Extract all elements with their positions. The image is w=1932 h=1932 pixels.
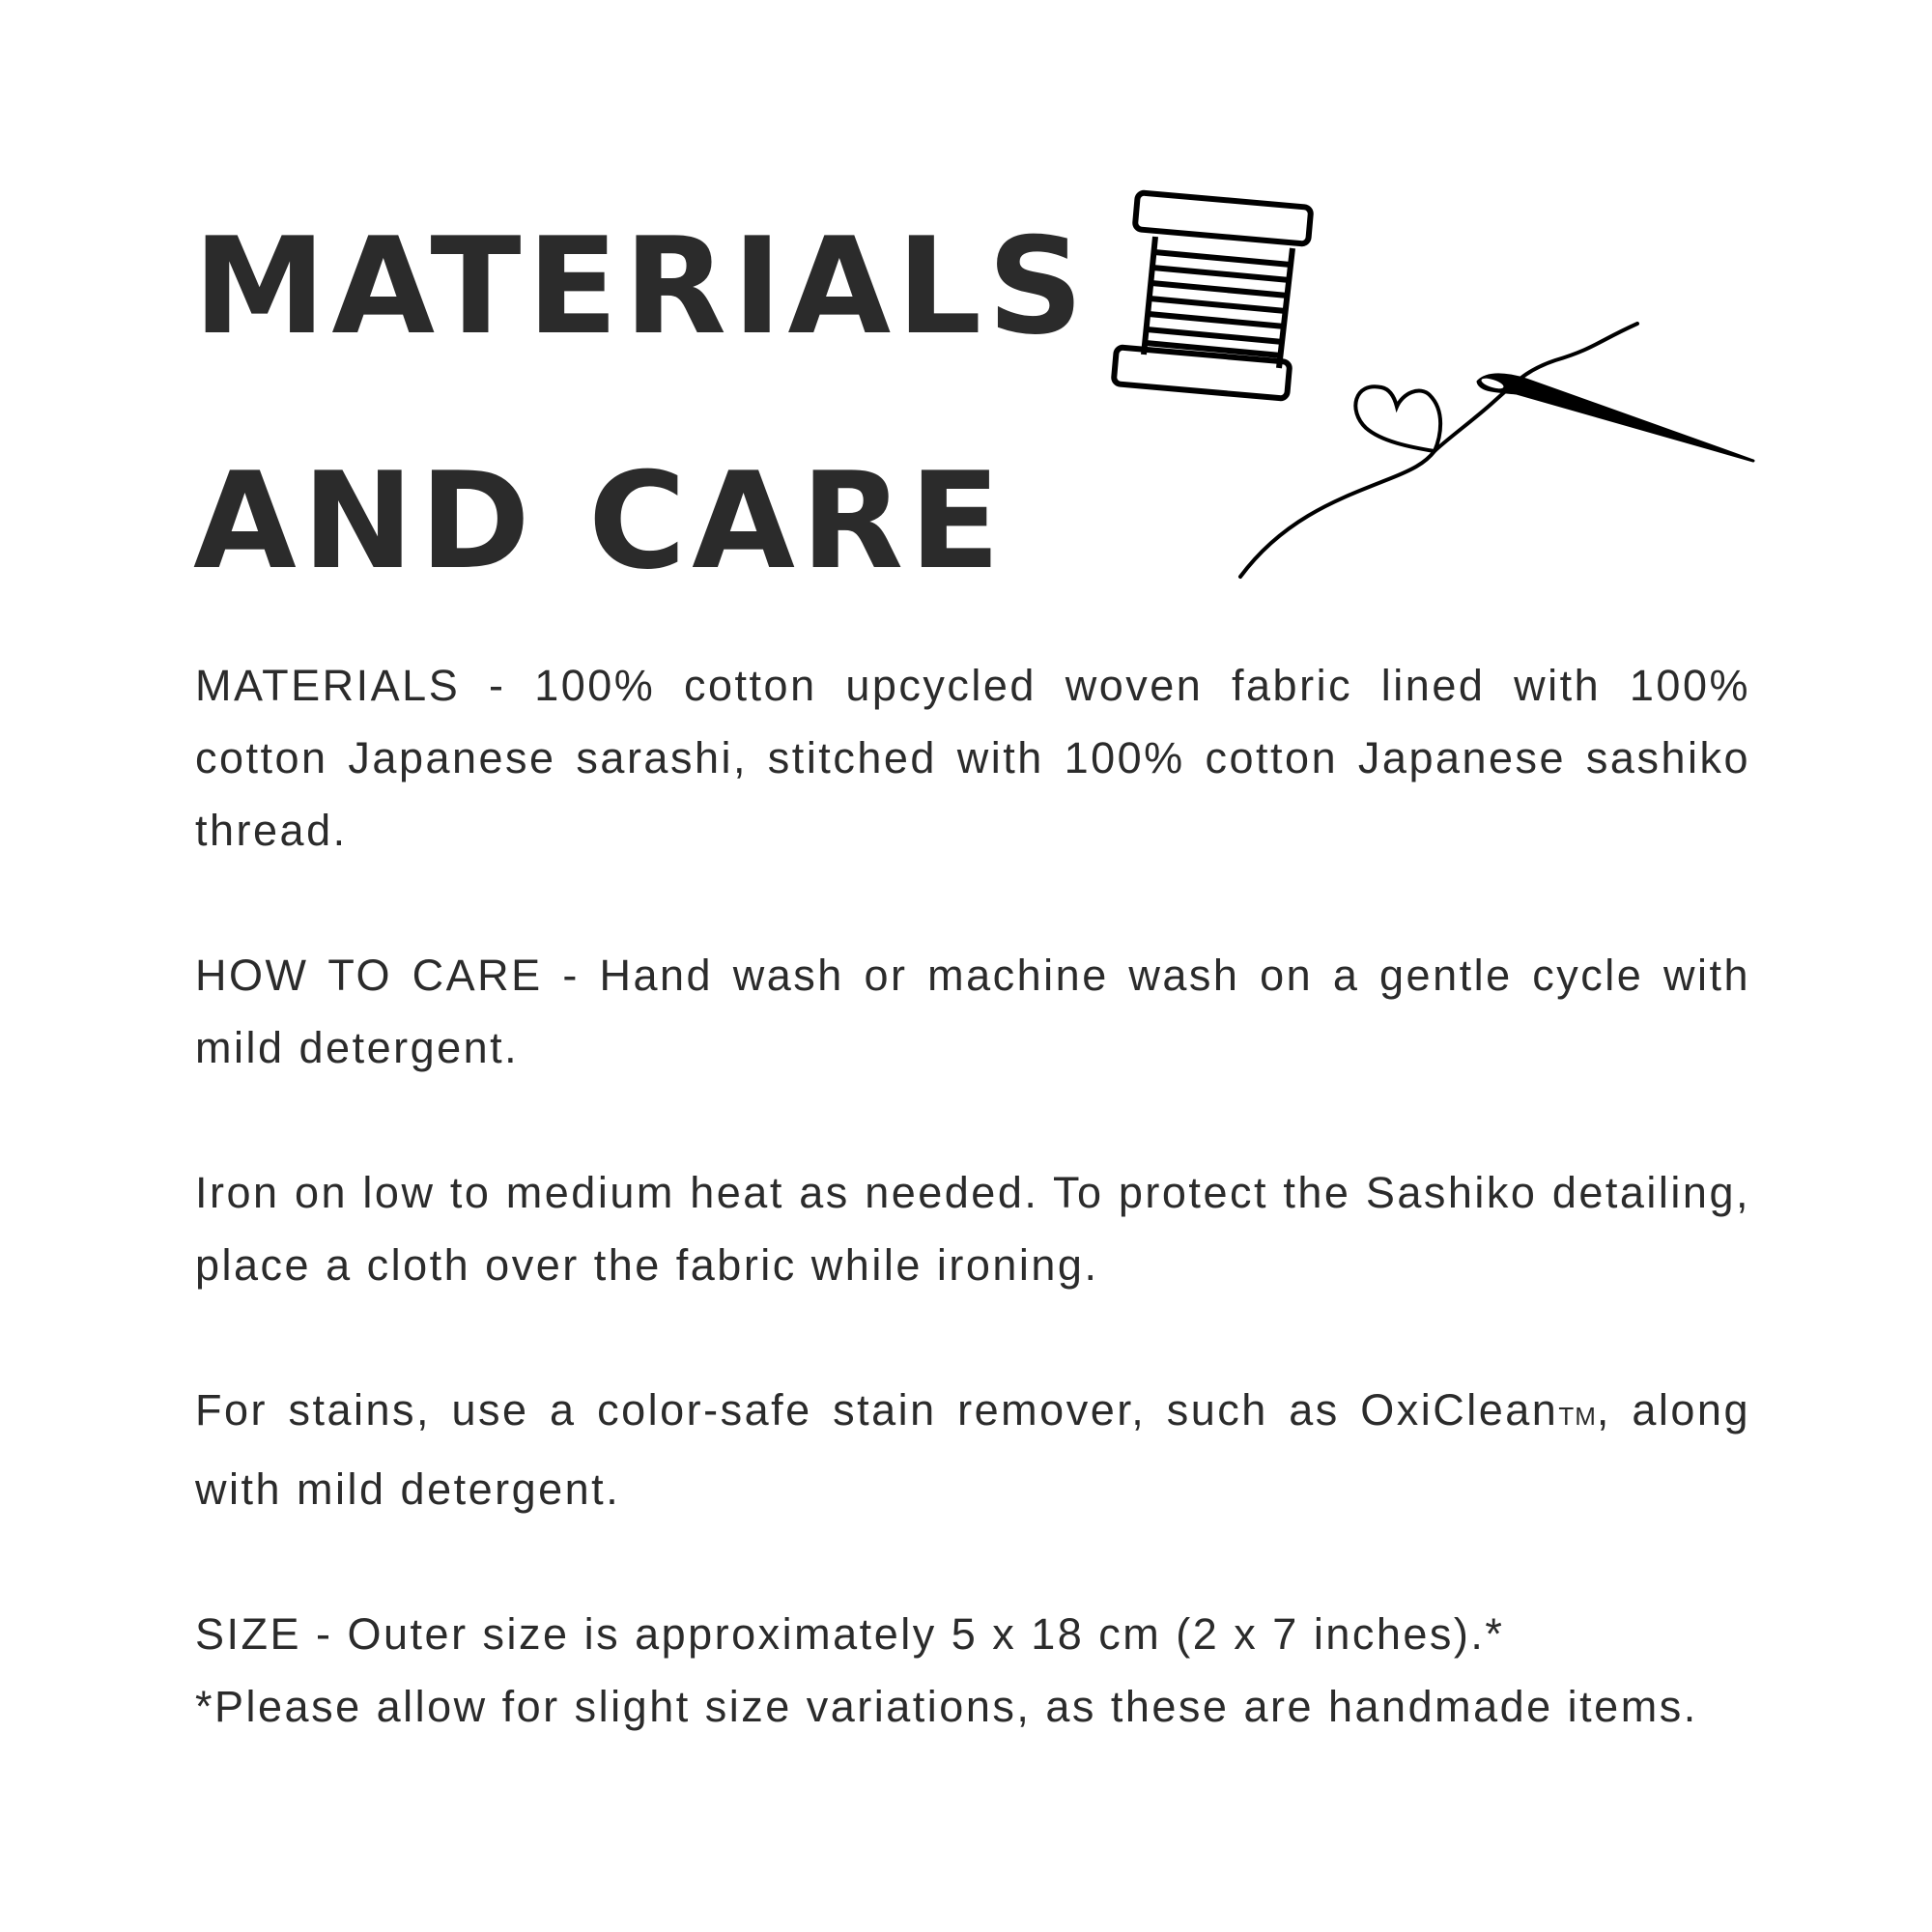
sewing-illustration bbox=[1101, 188, 1758, 594]
stains-text-end: , along with mild detergent. bbox=[195, 1385, 1750, 1514]
needle-icon bbox=[1478, 375, 1753, 461]
materials-paragraph: MATERIALS - 100% cotton upcycled woven fabric lined with 100% cotton Japanese sarashi, stitched with 100% cotton Japanese sashiko thread. bbox=[195, 661, 1750, 855]
title-line-1: MATERIALS bbox=[193, 209, 1090, 364]
trademark-mark: TM bbox=[1558, 1402, 1597, 1431]
size-note: *Please allow for slight size variations, as these are handmade items. bbox=[195, 1682, 1698, 1731]
thread-spool-icon bbox=[1114, 192, 1312, 399]
stains-paragraph bbox=[195, 1374, 1750, 1525]
stains-text: For stains, use a color-safe stain remover, such as OxiClean bbox=[195, 1385, 1559, 1435]
ironing-paragraph: Iron on low to medium heat as needed. To protect the Sashiko detailing, place a cloth over the fabric while ironing. bbox=[195, 1168, 1750, 1290]
page-title bbox=[193, 169, 1090, 639]
care-instructions bbox=[195, 649, 1750, 1743]
heart-thread-icon bbox=[1240, 324, 1637, 577]
size-paragraph: SIZE - Outer size is approximately 5 x 18 cm (2 x 7 inches).* bbox=[195, 1609, 1505, 1659]
care-paragraph: HOW TO CARE - Hand wash or machine wash on a gentle cycle with mild detergent. bbox=[195, 951, 1750, 1072]
title-line-2: AND CARE bbox=[193, 443, 1007, 599]
